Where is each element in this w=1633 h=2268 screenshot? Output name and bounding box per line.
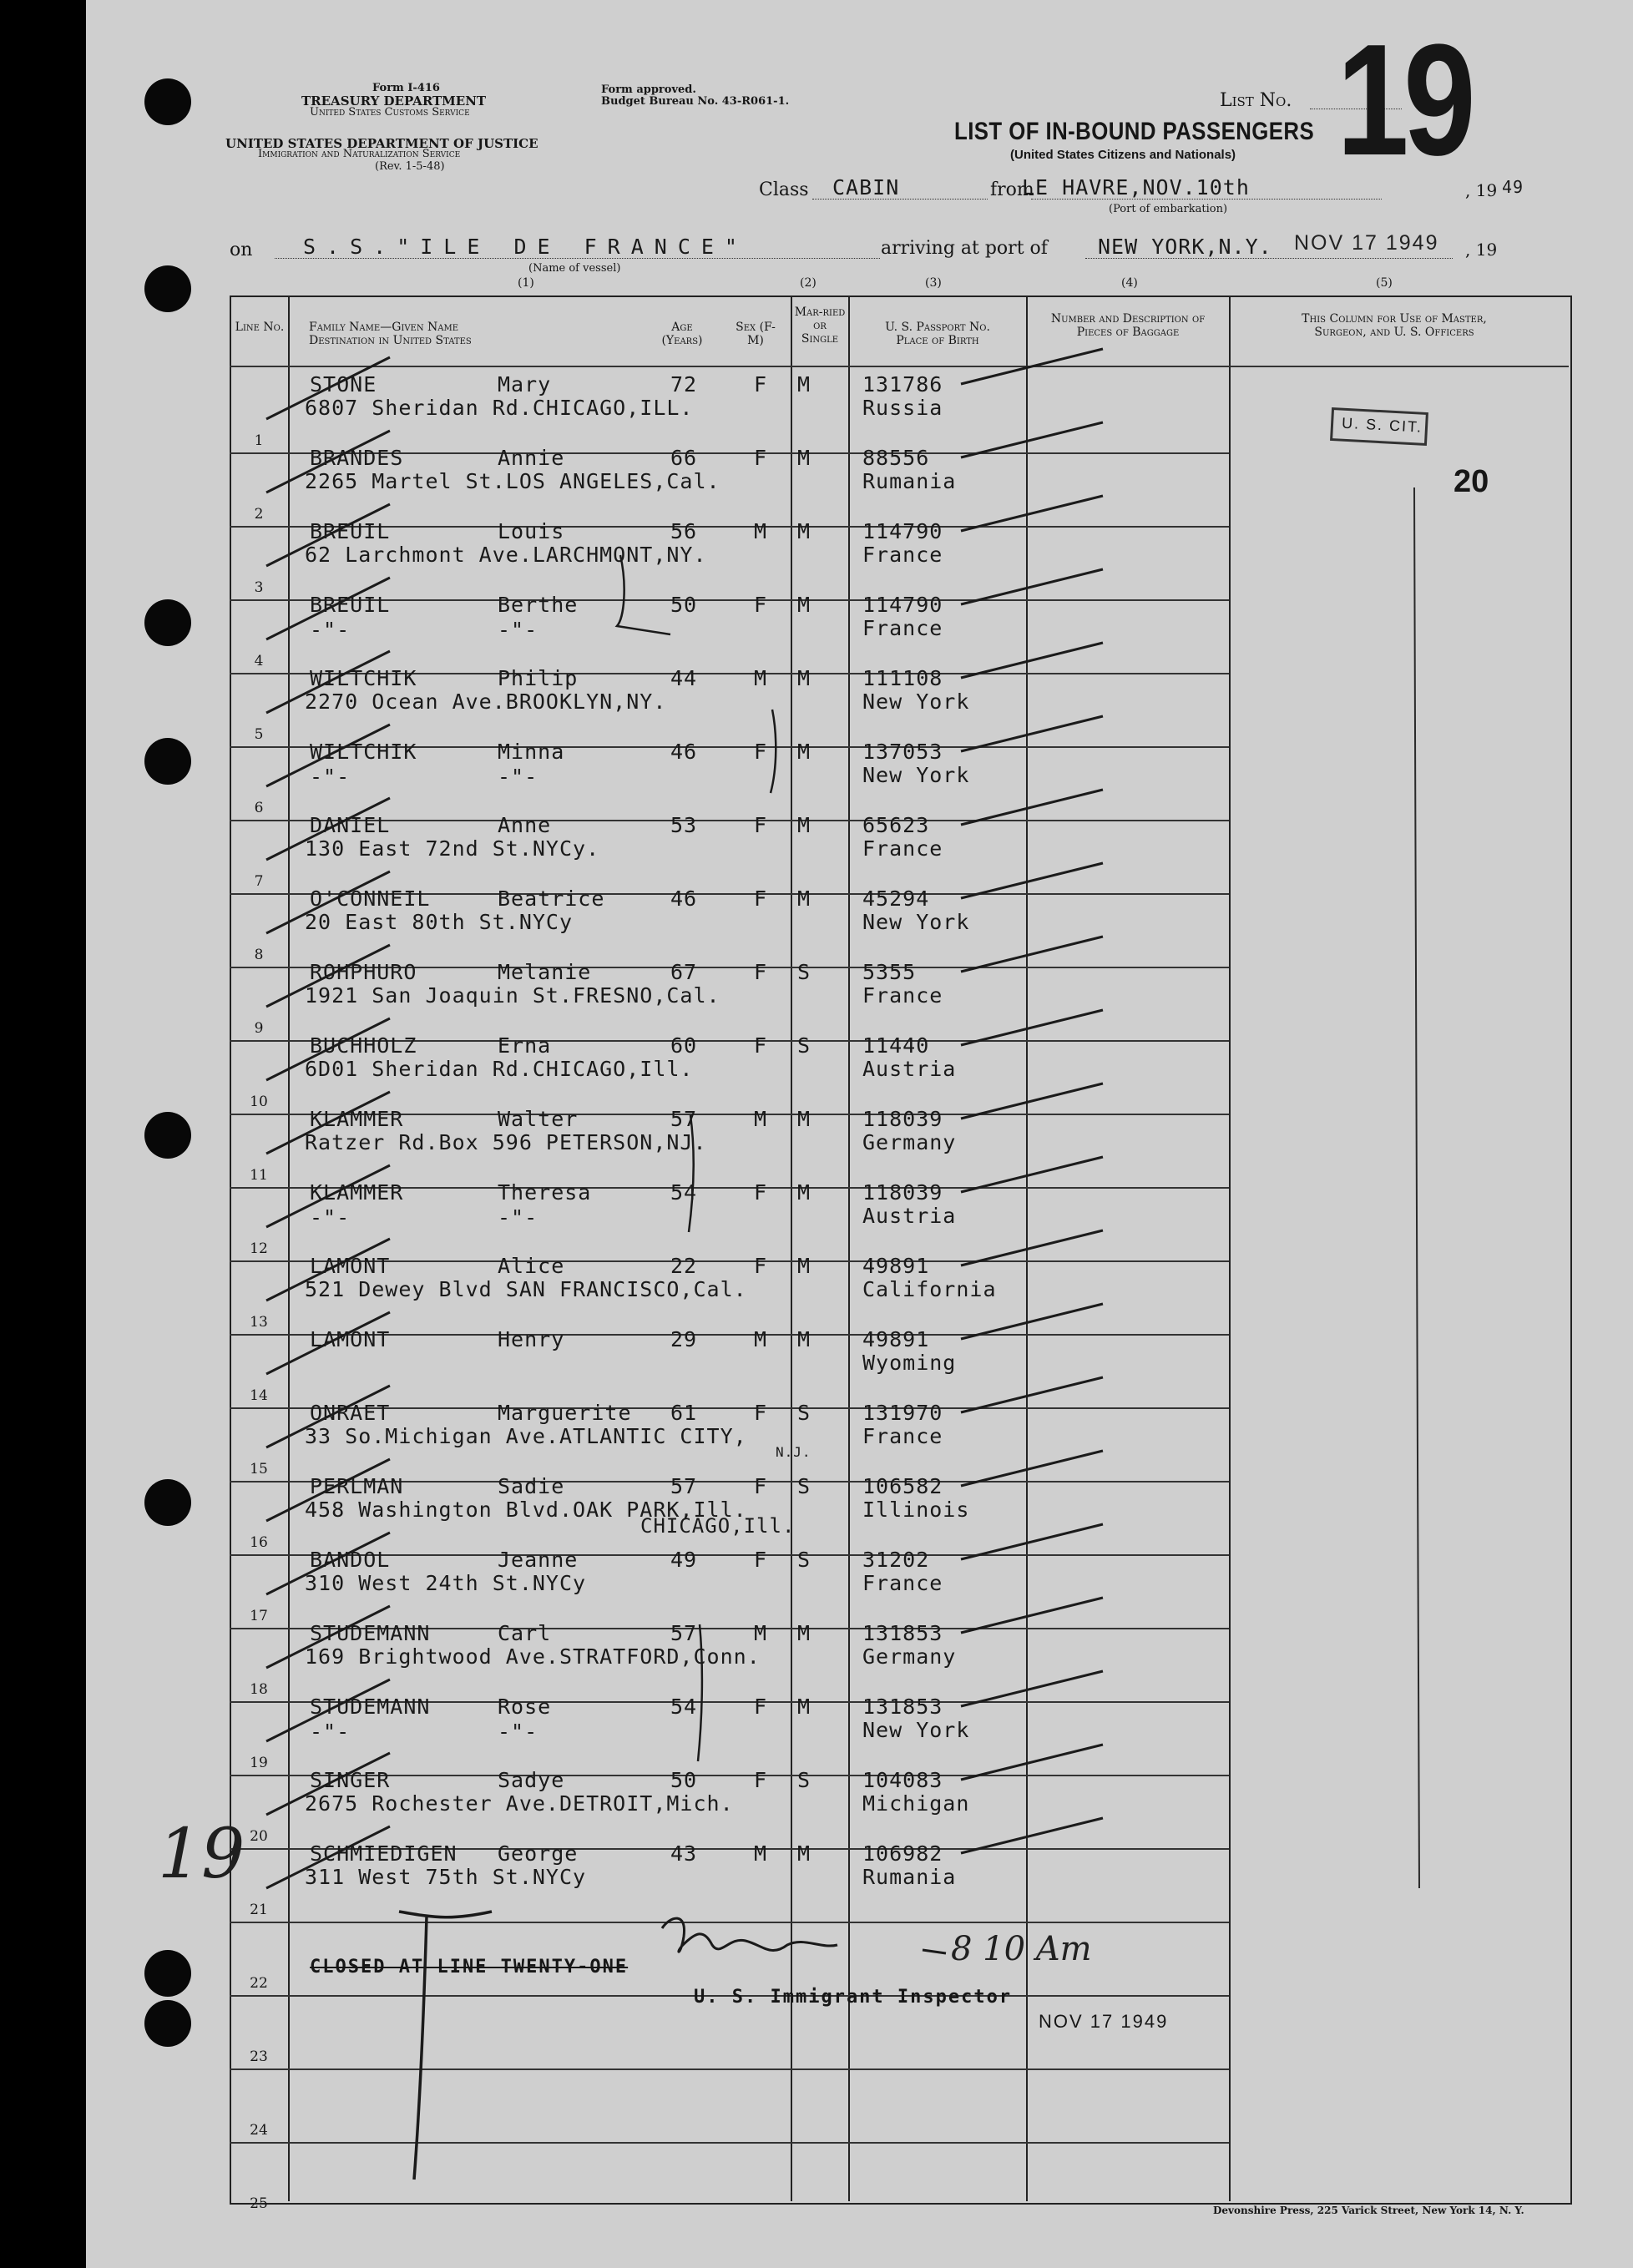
- destination: 311 West 75th St.NYCy: [305, 1865, 587, 1889]
- family-name: WILTCHIK: [310, 740, 417, 764]
- family-name: KLAMMER: [310, 1107, 404, 1131]
- passport-number: 131853: [862, 1621, 943, 1645]
- given-name: Sadye: [498, 1768, 565, 1792]
- family-name: LAMONT: [310, 1254, 391, 1278]
- destination: 169 Brightwood Ave.STRATFORD,Conn.: [305, 1644, 761, 1669]
- age: 54: [670, 1695, 698, 1719]
- family-name: STUDEMANN: [310, 1621, 431, 1645]
- destination: 62 Larchmont Ave.LARCHMONT,NY.: [305, 543, 707, 567]
- destination: 458 Washington Blvd.OAK PARK,Ill.: [305, 1498, 747, 1522]
- from-value: LE HAVRE,NOV.10th: [1022, 175, 1250, 200]
- col-number-5: (5): [1376, 276, 1393, 290]
- check-mark: [266, 1826, 390, 1888]
- check-mark: [266, 871, 390, 933]
- check-mark: [961, 1377, 1103, 1412]
- age: 44: [670, 666, 698, 690]
- line-number: 9: [254, 1020, 264, 1037]
- passport-number: 106982: [862, 1841, 943, 1866]
- vessel-name: S.S."ILE DE FRANCE": [303, 235, 748, 259]
- given-name: Anne: [498, 813, 552, 837]
- sex: F: [754, 1180, 768, 1205]
- check-mark: [961, 643, 1103, 678]
- birthplace: New York: [862, 763, 970, 787]
- given-name: Jeanne: [498, 1548, 579, 1572]
- year-label-2: , 19: [1465, 240, 1498, 260]
- given-name: Louis: [498, 519, 565, 543]
- passport-number: 131786: [862, 372, 943, 397]
- birthplace: Wyoming: [862, 1351, 957, 1375]
- marital-status: M: [797, 1107, 811, 1131]
- check-mark: [961, 716, 1103, 751]
- line-number: 3: [254, 579, 264, 596]
- col-passport: U. S. Passport No.: [885, 321, 990, 334]
- given-name: Carl: [498, 1621, 552, 1645]
- passport-number: 49891: [862, 1254, 930, 1278]
- sex: M: [754, 1841, 768, 1866]
- closing-bracket-mark: [399, 1912, 492, 2180]
- destination: 130 East 72nd St.NYCy.: [305, 836, 600, 861]
- check-mark: [266, 1165, 390, 1227]
- family-name: STUDEMANN: [310, 1695, 431, 1719]
- col-line-no: Line No.: [235, 321, 285, 334]
- sex: M: [754, 666, 768, 690]
- destination: -"-: [310, 618, 351, 642]
- year-label-1: , 19: [1465, 180, 1498, 200]
- given-name-ditto: -"-: [498, 1720, 538, 1744]
- line-number: 25: [250, 2195, 268, 2212]
- class-value: CABIN: [832, 175, 900, 200]
- list-number: 19: [1337, 12, 1471, 189]
- marital-status: M: [797, 1327, 811, 1351]
- line-number: 23: [250, 2048, 268, 2065]
- check-mark: [266, 651, 390, 713]
- dash-mark: [923, 1950, 946, 1953]
- line-number: 18: [250, 1681, 268, 1698]
- check-mark: [961, 1671, 1103, 1706]
- birthplace: France: [862, 616, 943, 640]
- pen-marks: [86, 0, 1633, 2268]
- age: 66: [670, 446, 698, 470]
- destination: 2675 Rochester Ave.DETROIT,Mich.: [305, 1791, 734, 1816]
- sex: M: [754, 1327, 768, 1351]
- age: 46: [670, 740, 698, 764]
- treasury-department: TREASURY DEPARTMENT: [301, 93, 487, 109]
- justice-department: UNITED STATES DEPARTMENT OF JUSTICE: [225, 136, 538, 151]
- manifest-page: [86, 0, 1633, 2268]
- sex: F: [754, 1254, 768, 1278]
- check-mark: [961, 863, 1103, 898]
- family-name: BANDOL: [310, 1548, 391, 1572]
- birthplace: France: [862, 1424, 943, 1448]
- customs-service: United States Customs Service: [310, 106, 470, 119]
- line-number: 17: [250, 1608, 268, 1624]
- given-name: Mary: [498, 372, 552, 397]
- given-name: Henry: [498, 1327, 565, 1351]
- marital-status: M: [797, 1621, 811, 1645]
- col-age: Age (Years): [661, 321, 703, 347]
- marital-status: S: [797, 1768, 811, 1792]
- line-number: 1: [254, 432, 264, 449]
- destination-line-2: N.J.: [776, 1444, 811, 1460]
- destination: 310 West 24th St.NYCy: [305, 1571, 587, 1595]
- col-birthplace: Place of Birth: [896, 334, 979, 347]
- family-name: SINGER: [310, 1768, 391, 1792]
- given-name-ditto: -"-: [498, 1205, 538, 1230]
- destination: 2265 Martel St.LOS ANGELES,Cal.: [305, 469, 720, 493]
- destination: 2270 Ocean Ave.BROOKLYN,NY.: [305, 689, 667, 714]
- family-name: PERLMAN: [310, 1474, 404, 1498]
- check-mark: [961, 1524, 1103, 1559]
- col-sex: Sex (F-M): [736, 321, 776, 347]
- passport-number: 131970: [862, 1401, 943, 1425]
- birthplace: Germany: [862, 1644, 957, 1669]
- line-number: 14: [250, 1387, 268, 1404]
- destination: -"-: [310, 1205, 351, 1230]
- col-number-2: (2): [800, 276, 816, 290]
- passport-number: 31202: [862, 1548, 930, 1572]
- birthplace: Rumania: [862, 469, 957, 493]
- sex: F: [754, 1474, 768, 1498]
- family-name: ROHPHURO: [310, 960, 417, 984]
- birthplace: France: [862, 1571, 943, 1595]
- bracket-mark: [771, 710, 776, 793]
- sex: F: [754, 1548, 768, 1572]
- family-name: BRANDES: [310, 446, 404, 470]
- budget-bureau: Budget Bureau No. 43-R061-1.: [601, 95, 790, 108]
- marital-status: M: [797, 446, 811, 470]
- port-caption: (Port of embarkation): [1109, 203, 1228, 215]
- marital-status: M: [797, 372, 811, 397]
- sex: F: [754, 740, 768, 764]
- line-number: 7: [254, 873, 264, 890]
- line-number: 5: [254, 726, 264, 743]
- age: 61: [670, 1401, 698, 1425]
- check-mark: [961, 1598, 1103, 1633]
- on-label: on: [230, 240, 253, 260]
- age: 60: [670, 1033, 698, 1058]
- inspector-title: U. S. Immigrant Inspector: [694, 1987, 1013, 2008]
- destination: -"-: [310, 765, 351, 789]
- given-name: Sadie: [498, 1474, 565, 1498]
- check-mark: [961, 1745, 1103, 1780]
- marital-status: M: [797, 886, 811, 911]
- check-mark: [961, 1230, 1103, 1265]
- destination: 521 Dewey Blvd SAN FRANCISCO,Cal.: [305, 1277, 747, 1301]
- line-number: 8: [254, 947, 264, 963]
- family-name: BREUIL: [310, 593, 391, 617]
- col-married: Mar-ried or Single: [794, 306, 846, 346]
- check-mark: [266, 1533, 390, 1594]
- age: 57: [670, 1621, 698, 1645]
- time-note: 8 10 Am: [951, 1930, 1092, 1968]
- passport-number: 88556: [862, 446, 930, 470]
- marital-status: M: [797, 1841, 811, 1866]
- line-number: 6: [254, 800, 264, 816]
- family-name: BUCHHOLZ: [310, 1033, 417, 1058]
- form-approved: Form approved.: [601, 83, 696, 96]
- given-name: Beatrice: [498, 886, 605, 911]
- age: 22: [670, 1254, 698, 1278]
- age: 54: [670, 1180, 698, 1205]
- destination: 33 So.Michigan Ave.ATLANTIC CITY,: [305, 1424, 747, 1448]
- arrival-port: NEW YORK,N.Y.: [1098, 235, 1272, 259]
- marital-status: S: [797, 960, 811, 984]
- age: 72: [670, 372, 698, 397]
- sex: F: [754, 372, 768, 397]
- family-name: DANIEL: [310, 813, 391, 837]
- passport-number: 65623: [862, 813, 930, 837]
- marital-status: M: [797, 1695, 811, 1719]
- passport-number: 11440: [862, 1033, 930, 1058]
- sex: F: [754, 593, 768, 617]
- sex: F: [754, 446, 768, 470]
- check-mark: [961, 569, 1103, 604]
- passport-number: 131853: [862, 1695, 943, 1719]
- sex: F: [754, 1401, 768, 1425]
- sex: F: [754, 886, 768, 911]
- sex: F: [754, 1695, 768, 1719]
- birthplace: Germany: [862, 1130, 957, 1154]
- birthplace: Austria: [862, 1204, 957, 1228]
- line-number: 24: [250, 2122, 268, 2139]
- age: 46: [670, 886, 698, 911]
- check-mark: [266, 1092, 390, 1154]
- margin-note: 19: [158, 1815, 245, 1894]
- officer-column-line: [1414, 487, 1419, 1888]
- destination: 20 East 80th St.NYCy: [305, 910, 574, 934]
- passport-number: 118039: [862, 1180, 943, 1205]
- marital-status: S: [797, 1033, 811, 1058]
- age: 57: [670, 1474, 698, 1498]
- age: 67: [670, 960, 698, 984]
- destination: 6807 Sheridan Rd.CHICAGO,ILL.: [305, 396, 694, 420]
- line-number: 21: [250, 1902, 268, 1918]
- year-value-1: 49: [1502, 177, 1524, 197]
- birthplace: France: [862, 983, 943, 1008]
- ins-service: Immigration and Naturalization Service: [258, 148, 461, 160]
- line-number: 12: [250, 1240, 268, 1257]
- check-mark: [266, 431, 390, 492]
- birthplace: New York: [862, 910, 970, 934]
- line-number: 20: [250, 1828, 268, 1845]
- destination: -"-: [310, 1720, 351, 1744]
- check-mark: [961, 1157, 1103, 1192]
- line-number: 11: [250, 1167, 268, 1184]
- line-number: 22: [250, 1975, 268, 1992]
- given-name: George: [498, 1841, 579, 1866]
- age: 50: [670, 1768, 698, 1792]
- passport-number: 118039: [862, 1107, 943, 1131]
- check-mark: [266, 945, 390, 1007]
- col-destination: Destination in United States: [309, 334, 472, 347]
- check-mark: [961, 349, 1103, 384]
- check-mark: [961, 1010, 1103, 1045]
- birthplace: Michigan: [862, 1791, 970, 1816]
- check-mark: [266, 1753, 390, 1815]
- marital-status: M: [797, 1254, 811, 1278]
- family-name: SCHMIEDIGEN: [310, 1841, 458, 1866]
- officer-count: 20: [1454, 464, 1489, 499]
- passport-number: 114790: [862, 593, 943, 617]
- marital-status: S: [797, 1401, 811, 1425]
- arrival-date-stamp: NOV 17 1949: [1294, 231, 1439, 255]
- passport-number: 137053: [862, 740, 943, 764]
- check-mark: [266, 504, 390, 566]
- passport-number: 111108: [862, 666, 943, 690]
- line-number: 16: [250, 1534, 268, 1551]
- age: 50: [670, 593, 698, 617]
- check-mark: [266, 1459, 390, 1521]
- given-name: Philip: [498, 666, 579, 690]
- from-label: from: [990, 179, 1034, 200]
- line-number: 10: [250, 1094, 268, 1110]
- age: 49: [670, 1548, 698, 1572]
- family-name: ONRAET: [310, 1401, 391, 1425]
- form-title: LIST OF IN-BOUND PASSENGERS: [954, 118, 1315, 145]
- check-mark: [961, 1083, 1103, 1119]
- form-revision: (Rev. 1-5-48): [375, 160, 445, 173]
- signature-mark: [662, 1918, 837, 1952]
- line-number: 13: [250, 1314, 268, 1331]
- given-name: Alice: [498, 1254, 565, 1278]
- check-mark: [961, 1451, 1103, 1486]
- marital-status: M: [797, 740, 811, 764]
- birthplace: New York: [862, 1718, 970, 1742]
- check-mark: [961, 937, 1103, 972]
- bracket-mark: [617, 555, 670, 634]
- destination: Ratzer Rd.Box 596 PETERSON,NJ.: [305, 1130, 707, 1154]
- family-name: O'CONNEIL: [310, 886, 431, 911]
- bracket-mark: [689, 1115, 694, 1232]
- printer-imprint: Devonshire Press, 225 Varick Street, New York 14, N. Y.: [1213, 2205, 1524, 2216]
- sex: M: [754, 519, 768, 543]
- check-mark: [961, 496, 1103, 531]
- age: 56: [670, 519, 698, 543]
- sex: M: [754, 1107, 768, 1131]
- marital-status: S: [797, 1474, 811, 1498]
- check-mark: [266, 1018, 390, 1080]
- age: 29: [670, 1327, 698, 1351]
- form-subtitle: (United States Citizens and Nationals): [1010, 148, 1236, 162]
- closed-line: CLOSED AT LINE TWENTY-ONE: [310, 1957, 629, 1978]
- birthplace: France: [862, 543, 943, 567]
- given-name-ditto: -"-: [498, 765, 538, 789]
- marital-status: S: [797, 1548, 811, 1572]
- form-number: Form I-416: [372, 82, 440, 94]
- passport-number: 5355: [862, 960, 917, 984]
- check-mark: [266, 578, 390, 639]
- class-label: Class: [759, 179, 809, 200]
- check-mark: [266, 1312, 390, 1374]
- given-name: Melanie: [498, 960, 592, 984]
- check-mark: [961, 1818, 1103, 1853]
- family-name: WILTCHIK: [310, 666, 417, 690]
- age: 57: [670, 1107, 698, 1131]
- col-number-4: (4): [1121, 276, 1138, 290]
- bracket-mark: [698, 1624, 702, 1761]
- sex: F: [754, 1033, 768, 1058]
- given-name: Marguerite: [498, 1401, 632, 1425]
- col-number-1: (1): [518, 276, 534, 290]
- arriving-label: arriving at port of: [881, 238, 1048, 259]
- birthplace: Rumania: [862, 1865, 957, 1889]
- marital-status: M: [797, 813, 811, 837]
- sex: M: [754, 1621, 768, 1645]
- sex: F: [754, 813, 768, 837]
- line-number: 2: [254, 506, 264, 523]
- birthplace: Russia: [862, 396, 943, 420]
- col-number-3: (3): [925, 276, 942, 290]
- col-name: Family Name—Given Name: [309, 321, 459, 334]
- birthplace: Illinois: [862, 1498, 970, 1522]
- passport-number: 114790: [862, 519, 943, 543]
- age: 53: [670, 813, 698, 837]
- check-mark: [266, 1680, 390, 1741]
- sex: F: [754, 960, 768, 984]
- us-cit-stamp-text: U. S. CIT.: [1341, 414, 1423, 436]
- passport-number: 45294: [862, 886, 930, 911]
- birthplace: California: [862, 1277, 997, 1301]
- given-name: Theresa: [498, 1180, 592, 1205]
- age: 43: [670, 1841, 698, 1866]
- passport-number: 49891: [862, 1327, 930, 1351]
- check-mark: [961, 790, 1103, 825]
- check-mark: [961, 422, 1103, 457]
- sex: F: [754, 1768, 768, 1792]
- family-name: BREUIL: [310, 519, 391, 543]
- given-name: Walter: [498, 1107, 579, 1131]
- given-name: Minna: [498, 740, 565, 764]
- line-number: 19: [250, 1755, 268, 1771]
- given-name-ditto: -"-: [498, 618, 538, 642]
- check-mark: [961, 1304, 1103, 1339]
- check-mark: [266, 357, 390, 419]
- marital-status: M: [797, 593, 811, 617]
- check-mark: [266, 1606, 390, 1668]
- destination-line-2: CHICAGO,Ill.: [640, 1514, 796, 1538]
- marital-status: M: [797, 519, 811, 543]
- destination: 6D01 Sheridan Rd.CHICAGO,Ill.: [305, 1057, 694, 1081]
- check-mark: [266, 725, 390, 786]
- given-name: Erna: [498, 1033, 552, 1058]
- line-number: 4: [254, 653, 264, 669]
- check-mark: [266, 798, 390, 860]
- col-baggage: Number and Description of Pieces of Baggage: [1050, 312, 1206, 339]
- birthplace: France: [862, 836, 943, 861]
- marital-status: M: [797, 666, 811, 690]
- given-name: Berthe: [498, 593, 579, 617]
- family-name: STONE: [310, 372, 377, 397]
- line-number: 15: [250, 1461, 268, 1477]
- given-name: Annie: [498, 446, 565, 470]
- passport-number: 104083: [862, 1768, 943, 1792]
- inspector-date-stamp: NOV 17 1949: [1039, 2011, 1169, 2032]
- given-name: Rose: [498, 1695, 552, 1719]
- col-officer: This Column for Use of Master, Surgeon, and U. S. Officers: [1302, 312, 1487, 339]
- family-name: KLAMMER: [310, 1180, 404, 1205]
- birthplace: Austria: [862, 1057, 957, 1081]
- birthplace: New York: [862, 689, 970, 714]
- list-no-label: List No.: [1220, 90, 1292, 111]
- family-name: LAMONT: [310, 1327, 391, 1351]
- check-mark: [266, 1386, 390, 1447]
- vessel-caption: (Name of vessel): [528, 262, 621, 275]
- check-mark: [266, 1239, 390, 1301]
- destination: 1921 San Joaquin St.FRESNO,Cal.: [305, 983, 720, 1008]
- marital-status: M: [797, 1180, 811, 1205]
- passport-number: 106582: [862, 1474, 943, 1498]
